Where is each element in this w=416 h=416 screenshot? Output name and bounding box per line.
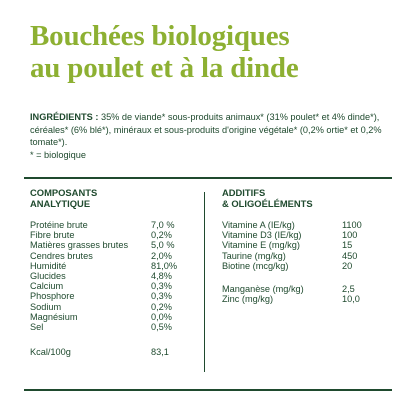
- row-name: Sel: [30, 321, 44, 332]
- row-value: 0,3%: [151, 291, 172, 302]
- row-value: 2,0%: [151, 250, 172, 261]
- table-row: [30, 312, 200, 322]
- row-value: 0,3%: [151, 281, 172, 292]
- row-name: Taurine (mg/kg): [222, 250, 286, 261]
- title-line-1: Bouchées biologiques: [30, 20, 290, 52]
- row-value: 0,2%: [151, 230, 172, 241]
- row-value: 5,0 %: [151, 240, 175, 251]
- table-row: [30, 281, 200, 291]
- row-name: Zinc (mg/kg): [222, 294, 274, 305]
- row-value: 450: [342, 250, 358, 261]
- row-name: Cendres brutes: [30, 250, 93, 261]
- row-name: Sodium: [30, 301, 62, 312]
- row-value: 7,0 %: [151, 220, 175, 230]
- row-name: Magnésium: [30, 311, 78, 322]
- additifs-heading: [222, 187, 313, 209]
- table-row: [30, 251, 200, 261]
- ingredients-label: INGRÉDIENTS :: [30, 112, 99, 122]
- row-name: Manganèse (mg/kg): [222, 283, 304, 294]
- additifs-table: [222, 220, 392, 304]
- table-row: [222, 284, 392, 294]
- row-name: Matières grasses brutes: [30, 240, 129, 251]
- row-spacer: [30, 332, 200, 347]
- table-row: [30, 291, 200, 301]
- row-name: Vitamine D3 (IE/kg): [222, 230, 302, 241]
- composants-heading-line-1: COMPOSANTS: [30, 187, 98, 198]
- table-row: [222, 240, 392, 250]
- table-row: [222, 220, 392, 230]
- row-name: Calcium: [30, 281, 64, 292]
- row-value: 0,5%: [151, 321, 172, 332]
- row-name: Humidité: [30, 260, 67, 271]
- table-row: [30, 261, 200, 271]
- row-name: Phosphore: [30, 291, 75, 302]
- row-value: 20: [342, 260, 353, 271]
- table-row: [222, 251, 392, 261]
- kcal-row: [30, 347, 200, 357]
- row-value: 2,5: [342, 283, 355, 294]
- table-row: [30, 271, 200, 281]
- table-row: [30, 302, 200, 312]
- composants-heading: [30, 187, 97, 209]
- table-row: [30, 322, 200, 332]
- table-row: [30, 240, 200, 250]
- row-value: 4,8%: [151, 270, 172, 281]
- top-rule: [24, 177, 392, 179]
- row-name: Vitamine E (mg/kg): [222, 240, 300, 251]
- column-divider: [204, 192, 205, 372]
- row-value: 83,1: [151, 347, 169, 358]
- additifs-heading-line-2: & OLIGOÉLÉMENTS: [222, 198, 313, 209]
- table-row: [30, 230, 200, 240]
- row-name: Fibre brute: [30, 230, 75, 241]
- row-name: Glucides: [30, 270, 66, 281]
- additifs-heading-line-1: ADDITIFS: [222, 187, 266, 198]
- row-value: 81,0%: [151, 260, 178, 271]
- ingredients-text: 35% de viande* sous-produits animaux* (31% poulet* et 4% dinde*), céréales* (6% blé*), minéraux et sous-produits d'origine végétale* (0,2% ortie* et 0,2% tomate*).: [30, 112, 382, 147]
- row-value: 1100: [342, 220, 362, 230]
- table-row: [30, 220, 200, 230]
- row-value: 0,2%: [151, 301, 172, 312]
- ingredients-footnote: * = biologique: [30, 149, 86, 160]
- row-name: Vitamine A (IE/kg): [222, 220, 295, 230]
- row-spacer: [222, 271, 392, 284]
- ingredients-paragraph: [30, 111, 392, 161]
- bottom-rule: [24, 389, 392, 391]
- row-name: Kcal/100g: [30, 347, 71, 358]
- row-value: 0,0%: [151, 311, 172, 322]
- row-name: Protéine brute: [30, 220, 88, 230]
- table-row: [222, 261, 392, 271]
- title-line-2: au poulet et à la dinde: [30, 52, 299, 84]
- row-name: Biotine (mcg/kg): [222, 260, 289, 271]
- row-value: 15: [342, 240, 353, 251]
- composants-heading-line-2: ANALYTIQUE: [30, 198, 91, 209]
- row-value: 100: [342, 230, 358, 241]
- row-value: 10,0: [342, 294, 360, 305]
- composants-table: [30, 220, 200, 357]
- table-row: [222, 294, 392, 304]
- page-title: [30, 20, 400, 84]
- table-row: [222, 230, 392, 240]
